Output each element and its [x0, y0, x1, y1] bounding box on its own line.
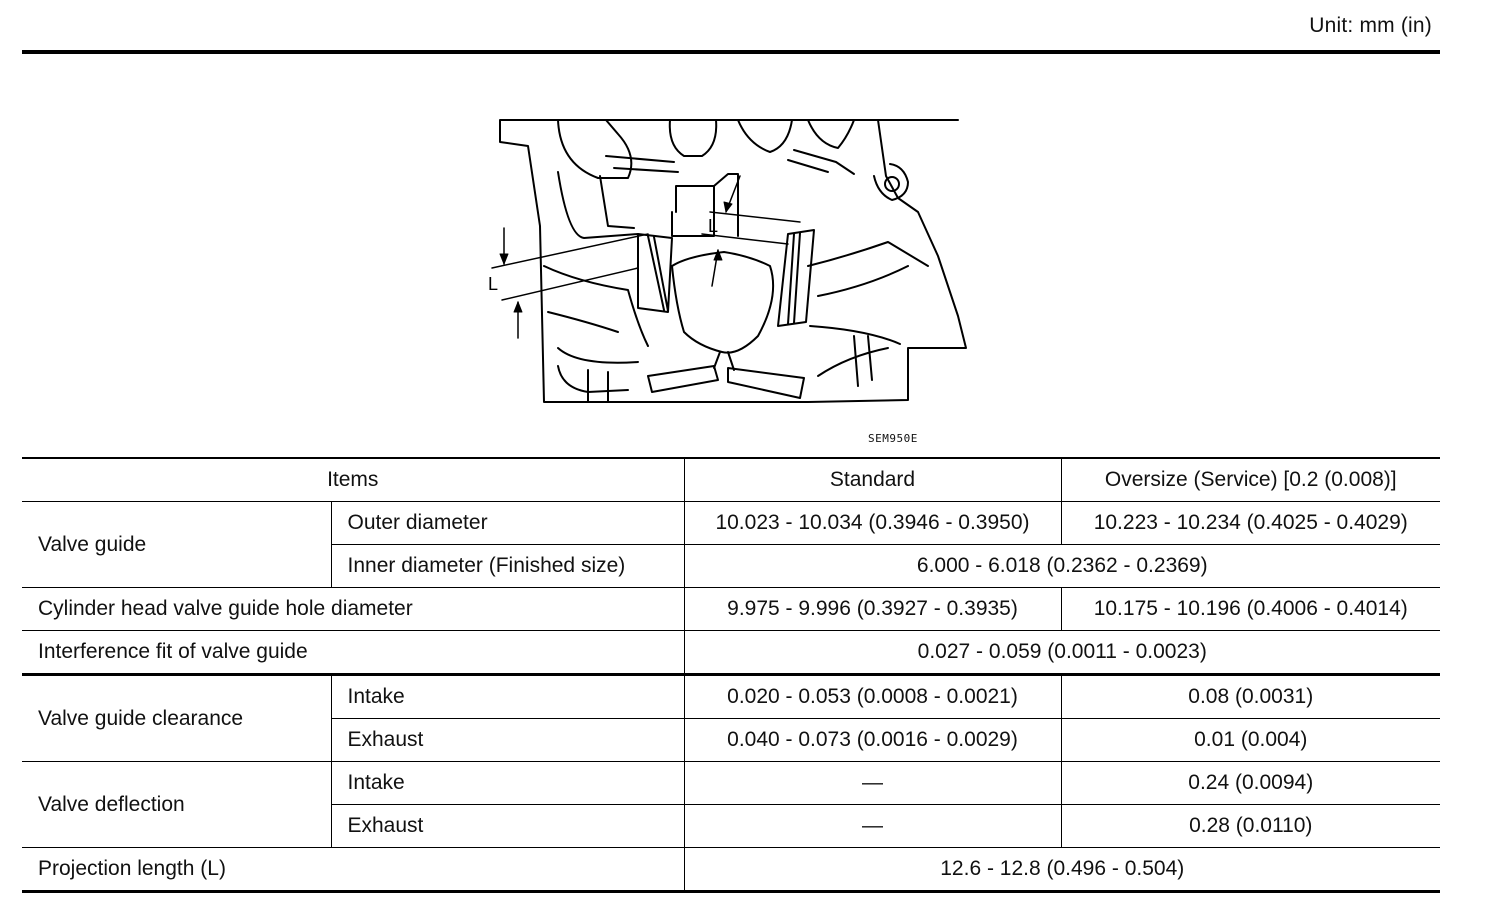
- table-row: [22, 675, 1440, 719]
- header-items: Items: [22, 458, 684, 502]
- figure-code: SEM950E: [868, 432, 918, 445]
- clearance-intake-oversize: 0.08 (0.0031): [1061, 675, 1440, 719]
- deflection-intake-label: Intake: [331, 762, 684, 805]
- valve-guide-spec-table: [22, 457, 1440, 893]
- projection-length-label: Projection length (L): [22, 848, 684, 892]
- projection-length-value: 12.6 - 12.8 (0.496 - 0.504): [684, 848, 1440, 892]
- clearance-label: Valve guide clearance: [22, 675, 331, 762]
- deflection-exhaust-label: Exhaust: [331, 805, 684, 848]
- unit-label: Unit: mm (in): [1309, 14, 1432, 37]
- valve-guide-label: Valve guide: [22, 502, 331, 588]
- table-row: [22, 762, 1440, 805]
- clearance-intake-label: Intake: [331, 675, 684, 719]
- projection-dimension-label-right: L: [708, 216, 719, 236]
- table-row: [22, 502, 1440, 545]
- clearance-exhaust-oversize: 0.01 (0.004): [1061, 719, 1440, 762]
- projection-dimension-label: L: [488, 274, 499, 294]
- deflection-intake-oversize: 0.24 (0.0094): [1061, 762, 1440, 805]
- header-standard: Standard: [684, 458, 1061, 502]
- table-row: [22, 588, 1440, 631]
- clearance-exhaust-label: Exhaust: [331, 719, 684, 762]
- cylinder-head-valve-guide-diagram: [488, 116, 974, 410]
- inner-diameter-value: 6.000 - 6.018 (0.2362 - 0.2369): [684, 545, 1440, 588]
- table-row: [22, 848, 1440, 892]
- deflection-label: Valve deflection: [22, 762, 331, 848]
- deflection-exhaust-standard: —: [684, 805, 1061, 848]
- inner-diameter-label: Inner diameter (Finished size): [331, 545, 684, 588]
- deflection-exhaust-oversize: 0.28 (0.0110): [1061, 805, 1440, 848]
- table-header-row: [22, 458, 1440, 502]
- hole-diameter-standard: 9.975 - 9.996 (0.3927 - 0.3935): [684, 588, 1061, 631]
- outer-diameter-label: Outer diameter: [331, 502, 684, 545]
- outer-diameter-oversize: 10.223 - 10.234 (0.4025 - 0.4029): [1061, 502, 1440, 545]
- table-row: [22, 631, 1440, 675]
- interference-fit-label: Interference fit of valve guide: [22, 631, 684, 675]
- clearance-exhaust-standard: 0.040 - 0.073 (0.0016 - 0.0029): [684, 719, 1061, 762]
- hole-diameter-oversize: 10.175 - 10.196 (0.4006 - 0.4014): [1061, 588, 1440, 631]
- outer-diameter-standard: 10.023 - 10.034 (0.3946 - 0.3950): [684, 502, 1061, 545]
- top-rule: [22, 50, 1440, 54]
- hole-diameter-label: Cylinder head valve guide hole diameter: [22, 588, 684, 631]
- header-oversize: Oversize (Service) [0.2 (0.008)]: [1061, 458, 1440, 502]
- deflection-intake-standard: —: [684, 762, 1061, 805]
- clearance-intake-standard: 0.020 - 0.053 (0.0008 - 0.0021): [684, 675, 1061, 719]
- interference-fit-value: 0.027 - 0.059 (0.0011 - 0.0023): [684, 631, 1440, 675]
